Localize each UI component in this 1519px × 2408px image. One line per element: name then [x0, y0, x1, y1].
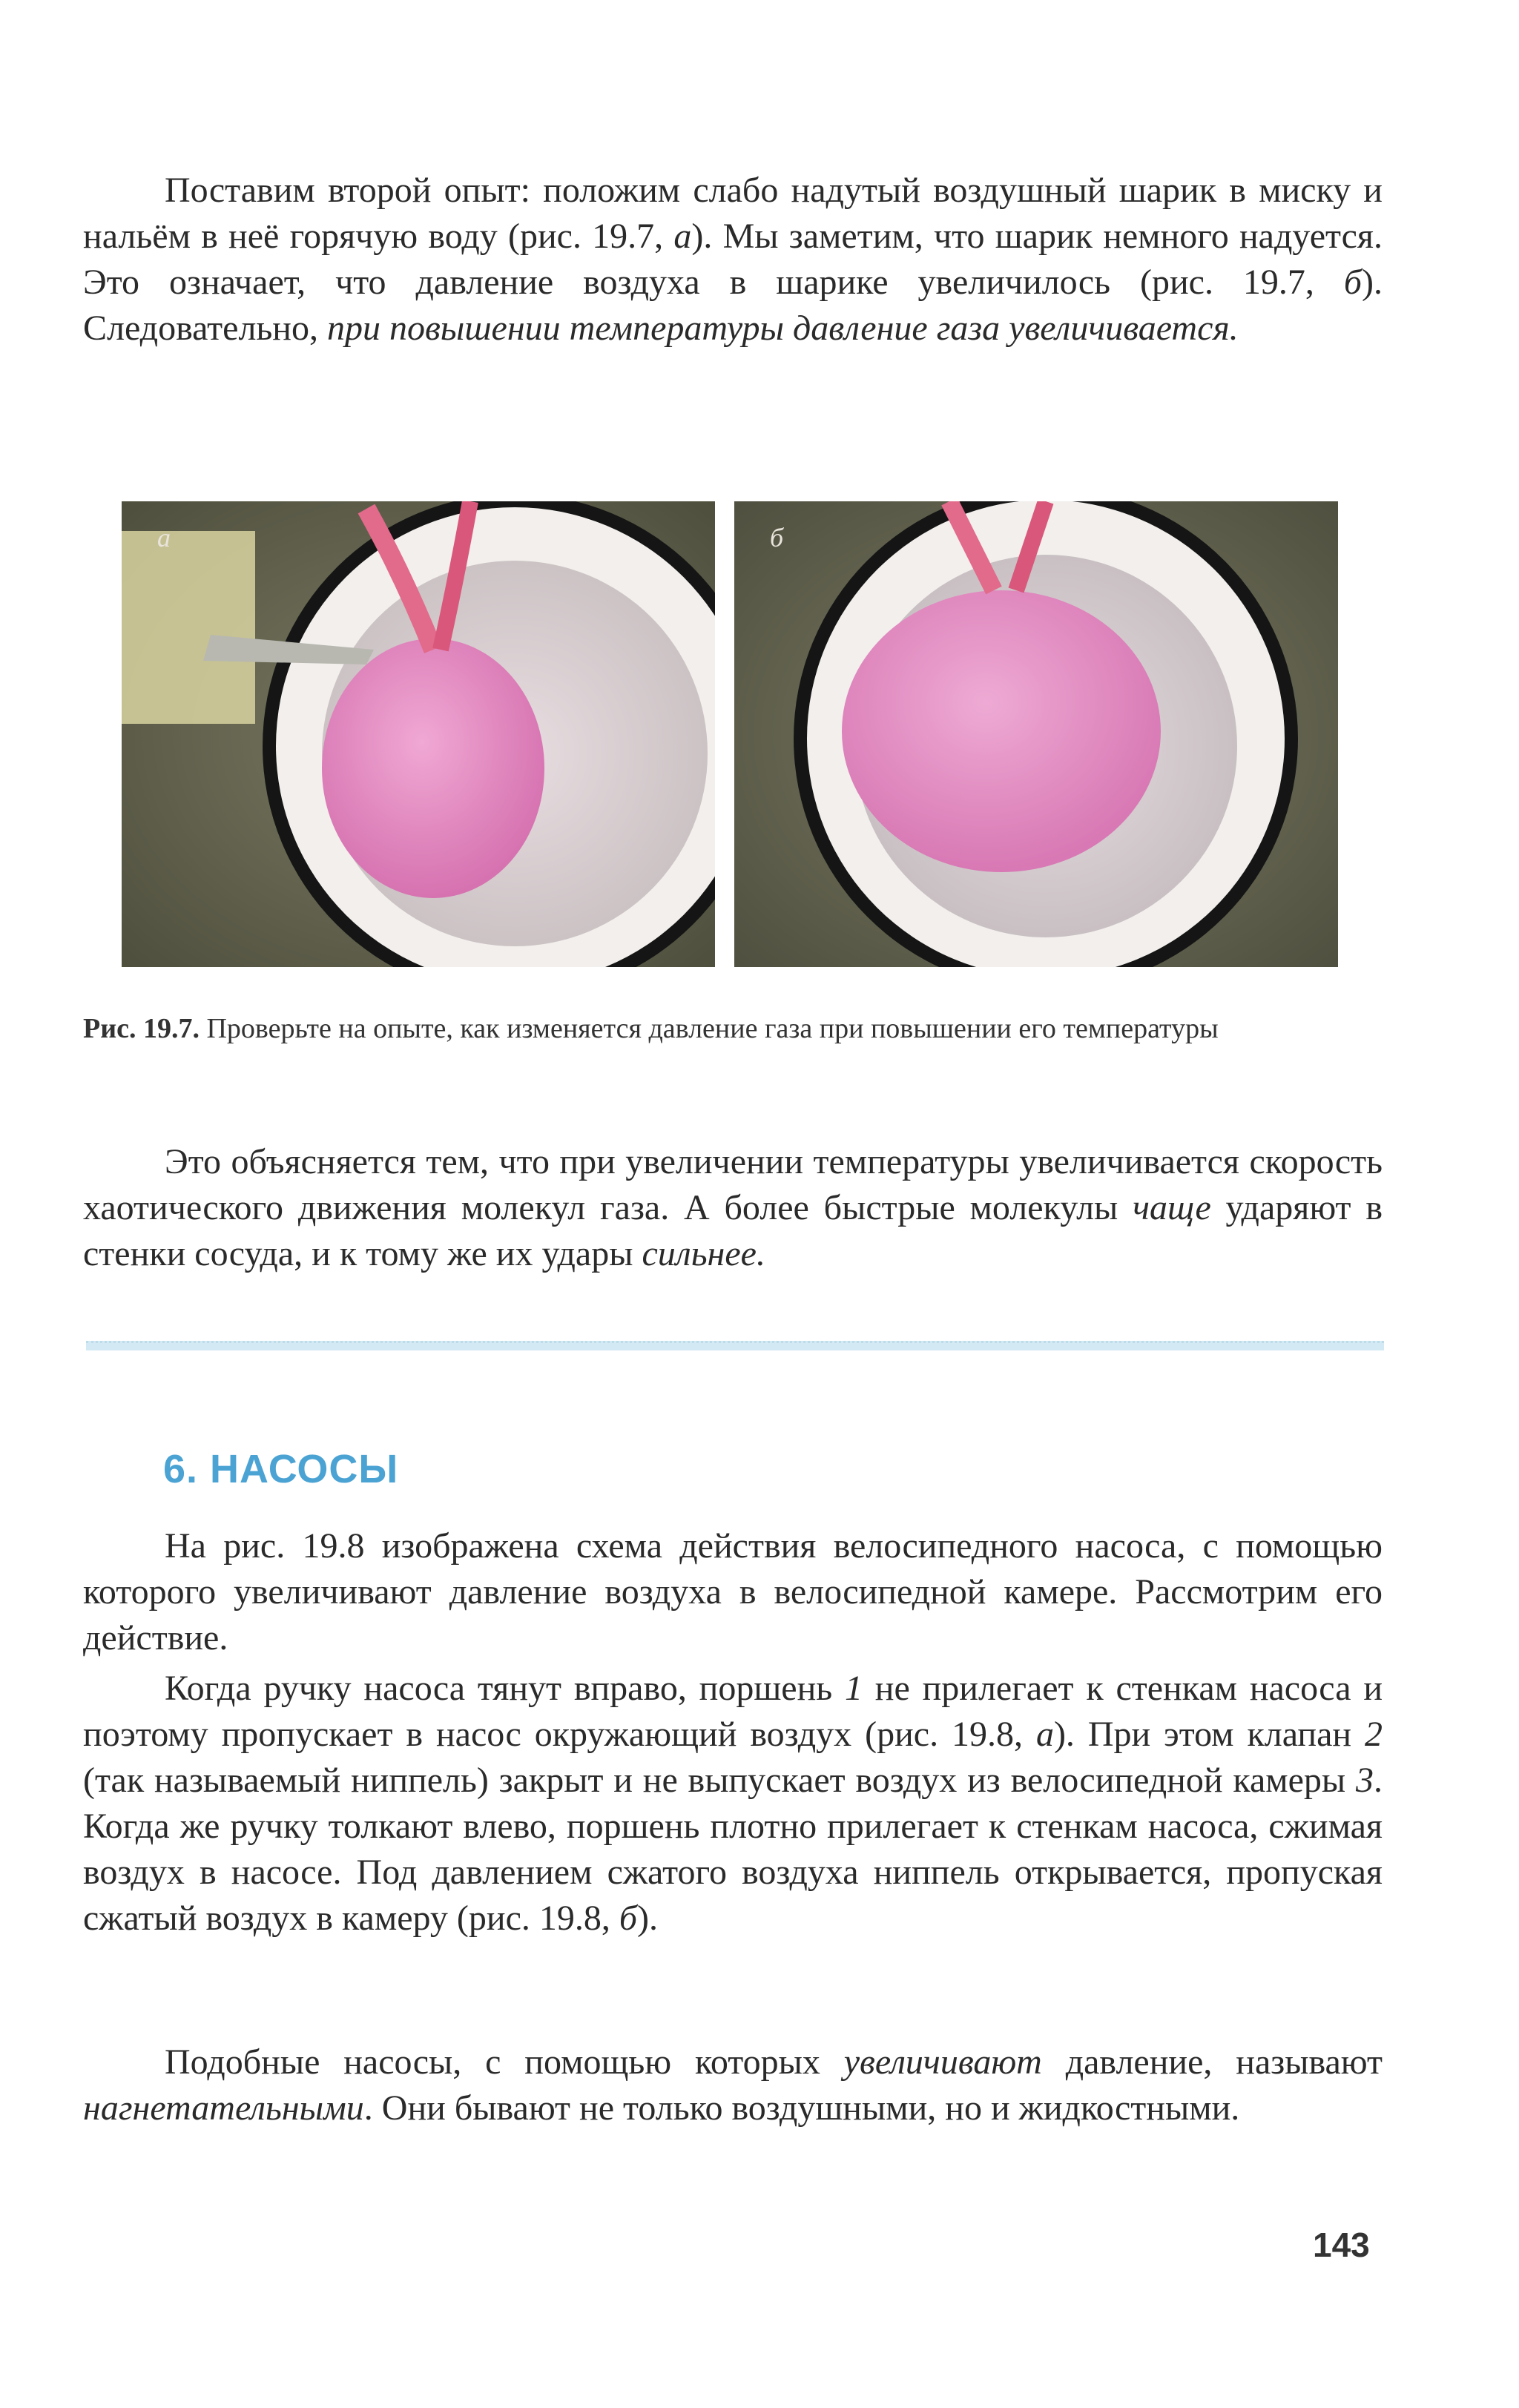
- balloon-b: [842, 590, 1161, 872]
- photo-a: [122, 501, 715, 967]
- figure-caption-label: Рис. 19.7.: [83, 1013, 200, 1044]
- paragraph-pump-action: Когда ручку насоса тянут вправо, поршень 1 не прилегает к стенкам насоса и поэтому пропускает в насос окружающий воздух (рис. 19.8, а). При этом клапан 2 (так называемый ниппель) закрыт и не выпускает воздух из велосипедной камеры 3. Когда же ручку толкают влево, поршень плотно прилегает к стенкам насоса, сжимая воздух в насосе. Под давлением сжатого воздуха ниппель открывается, пропуская сжатый воздух в камеру (рис. 19.8, б).: [83, 1669, 1383, 1938]
- balloon-a: [322, 639, 544, 898]
- paragraph-experiment-2: Поставим второй опыт: положим слабо надутый воздушный шарик в миску и нальём в неё горячую воду (рис. 19.7, а). Мы заметим, что шарик немного надуется. Это означает, что давление воздуха в шарике увеличилось (рис. 19.7, б). Следовательно, при повышении температуры давление газа увеличивается.: [83, 171, 1383, 348]
- paragraph-explanation: Это объясняется тем, что при увеличении температуры увеличивается скорость хаотического движения молекул газа. А более быстрые молекулы чаще ударяют в стенки сосуда, и к тому же их удары сильнее.: [83, 1142, 1383, 1273]
- kettle: [122, 531, 255, 724]
- section-title: 6. НАСОСЫ: [163, 1447, 399, 1491]
- photo-a-label: а: [157, 523, 171, 552]
- figure-caption: Рис. 19.7. Проверьте на опыте, как изменяется давление газа при повышении его температуры: [83, 1013, 1219, 1044]
- photo-b-image: [734, 501, 1338, 967]
- paragraph-pump-intro: На рис. 19.8 изображена схема действия велосипедного насоса, с помощью которого увеличивают давление воздуха в велосипедной камере. Рассмотрим его действие.: [83, 1526, 1383, 1657]
- page-number: 143: [1313, 2226, 1370, 2264]
- paragraph-compression-pumps: Подобные насосы, с помощью которых увеличивают давление, называют нагнетательными. Они бывают не только воздушными, но и жидкостными.: [83, 2042, 1383, 2128]
- photo-b-label: б: [770, 523, 784, 552]
- photo-a-image: [122, 501, 715, 967]
- photo-b: [734, 501, 1338, 967]
- section-divider: [86, 1341, 1384, 1350]
